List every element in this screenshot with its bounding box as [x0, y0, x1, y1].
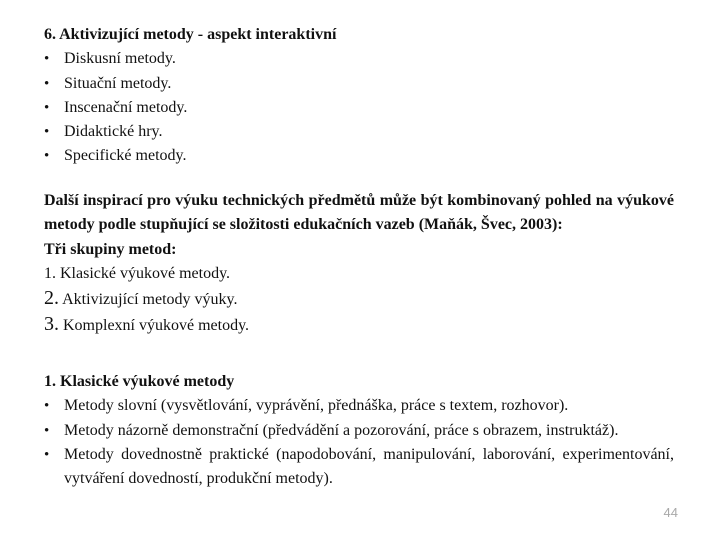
group-item-2: 2. Aktivizující metody výuky.: [44, 287, 238, 310]
bullet-icon: •: [44, 446, 50, 463]
bullet-icon: •: [44, 398, 50, 415]
section-klasicke-metody: [44, 370, 674, 491]
bullet-icon: •: [44, 75, 50, 92]
group-item-1: 1. Klasické výukové metody.: [44, 264, 231, 282]
section-aktivizujici-metody: [44, 23, 674, 169]
bullet-icon: •: [44, 51, 50, 68]
intro-paragraph: Další inspirací pro výuku technických předmětů může být kombinovaný pohled na výukové metody podle stupňující se složitosti edukačních vazeb (Maňák, Švec, 2003):: [44, 192, 674, 234]
section1-list: [44, 47, 674, 168]
list-item: • Metody dovednostně praktické (napodobování, manipulování, laborování, experimentování, vytváření dovedností, produkční metody).: [44, 443, 674, 492]
section-inspirace: [44, 189, 674, 339]
page-number: 44: [663, 505, 678, 520]
section1-heading: 6. Aktivizující metody - aspekt interaktivní: [44, 26, 337, 43]
groups-subheading: Tři skupiny metod:: [44, 240, 177, 258]
bullet-icon: •: [44, 148, 50, 165]
section3-list: [44, 394, 674, 491]
list-item: • Didaktické hry.: [44, 120, 674, 144]
bullet-icon: •: [44, 422, 50, 439]
group-item-3: 3. Komplexní výukové metody.: [44, 313, 250, 336]
list-item: • Inscenační metody.: [44, 96, 674, 120]
list-item: • Metody slovní (vysvětlování, vyprávění, přednáška, práce s textem, rozhovor).: [44, 394, 674, 418]
list-item: • Metody názorně demonstrační (předvádění a pozorování, práce s obrazem, instruktáž).: [44, 419, 674, 443]
bullet-icon: •: [44, 99, 50, 116]
list-item: • Situační metody.: [44, 72, 674, 96]
list-item: • Diskusní metody.: [44, 47, 674, 71]
section3-heading: 1. Klasické výukové metody: [44, 373, 235, 390]
bullet-icon: •: [44, 124, 50, 141]
list-item: • Specifické metody.: [44, 144, 674, 168]
